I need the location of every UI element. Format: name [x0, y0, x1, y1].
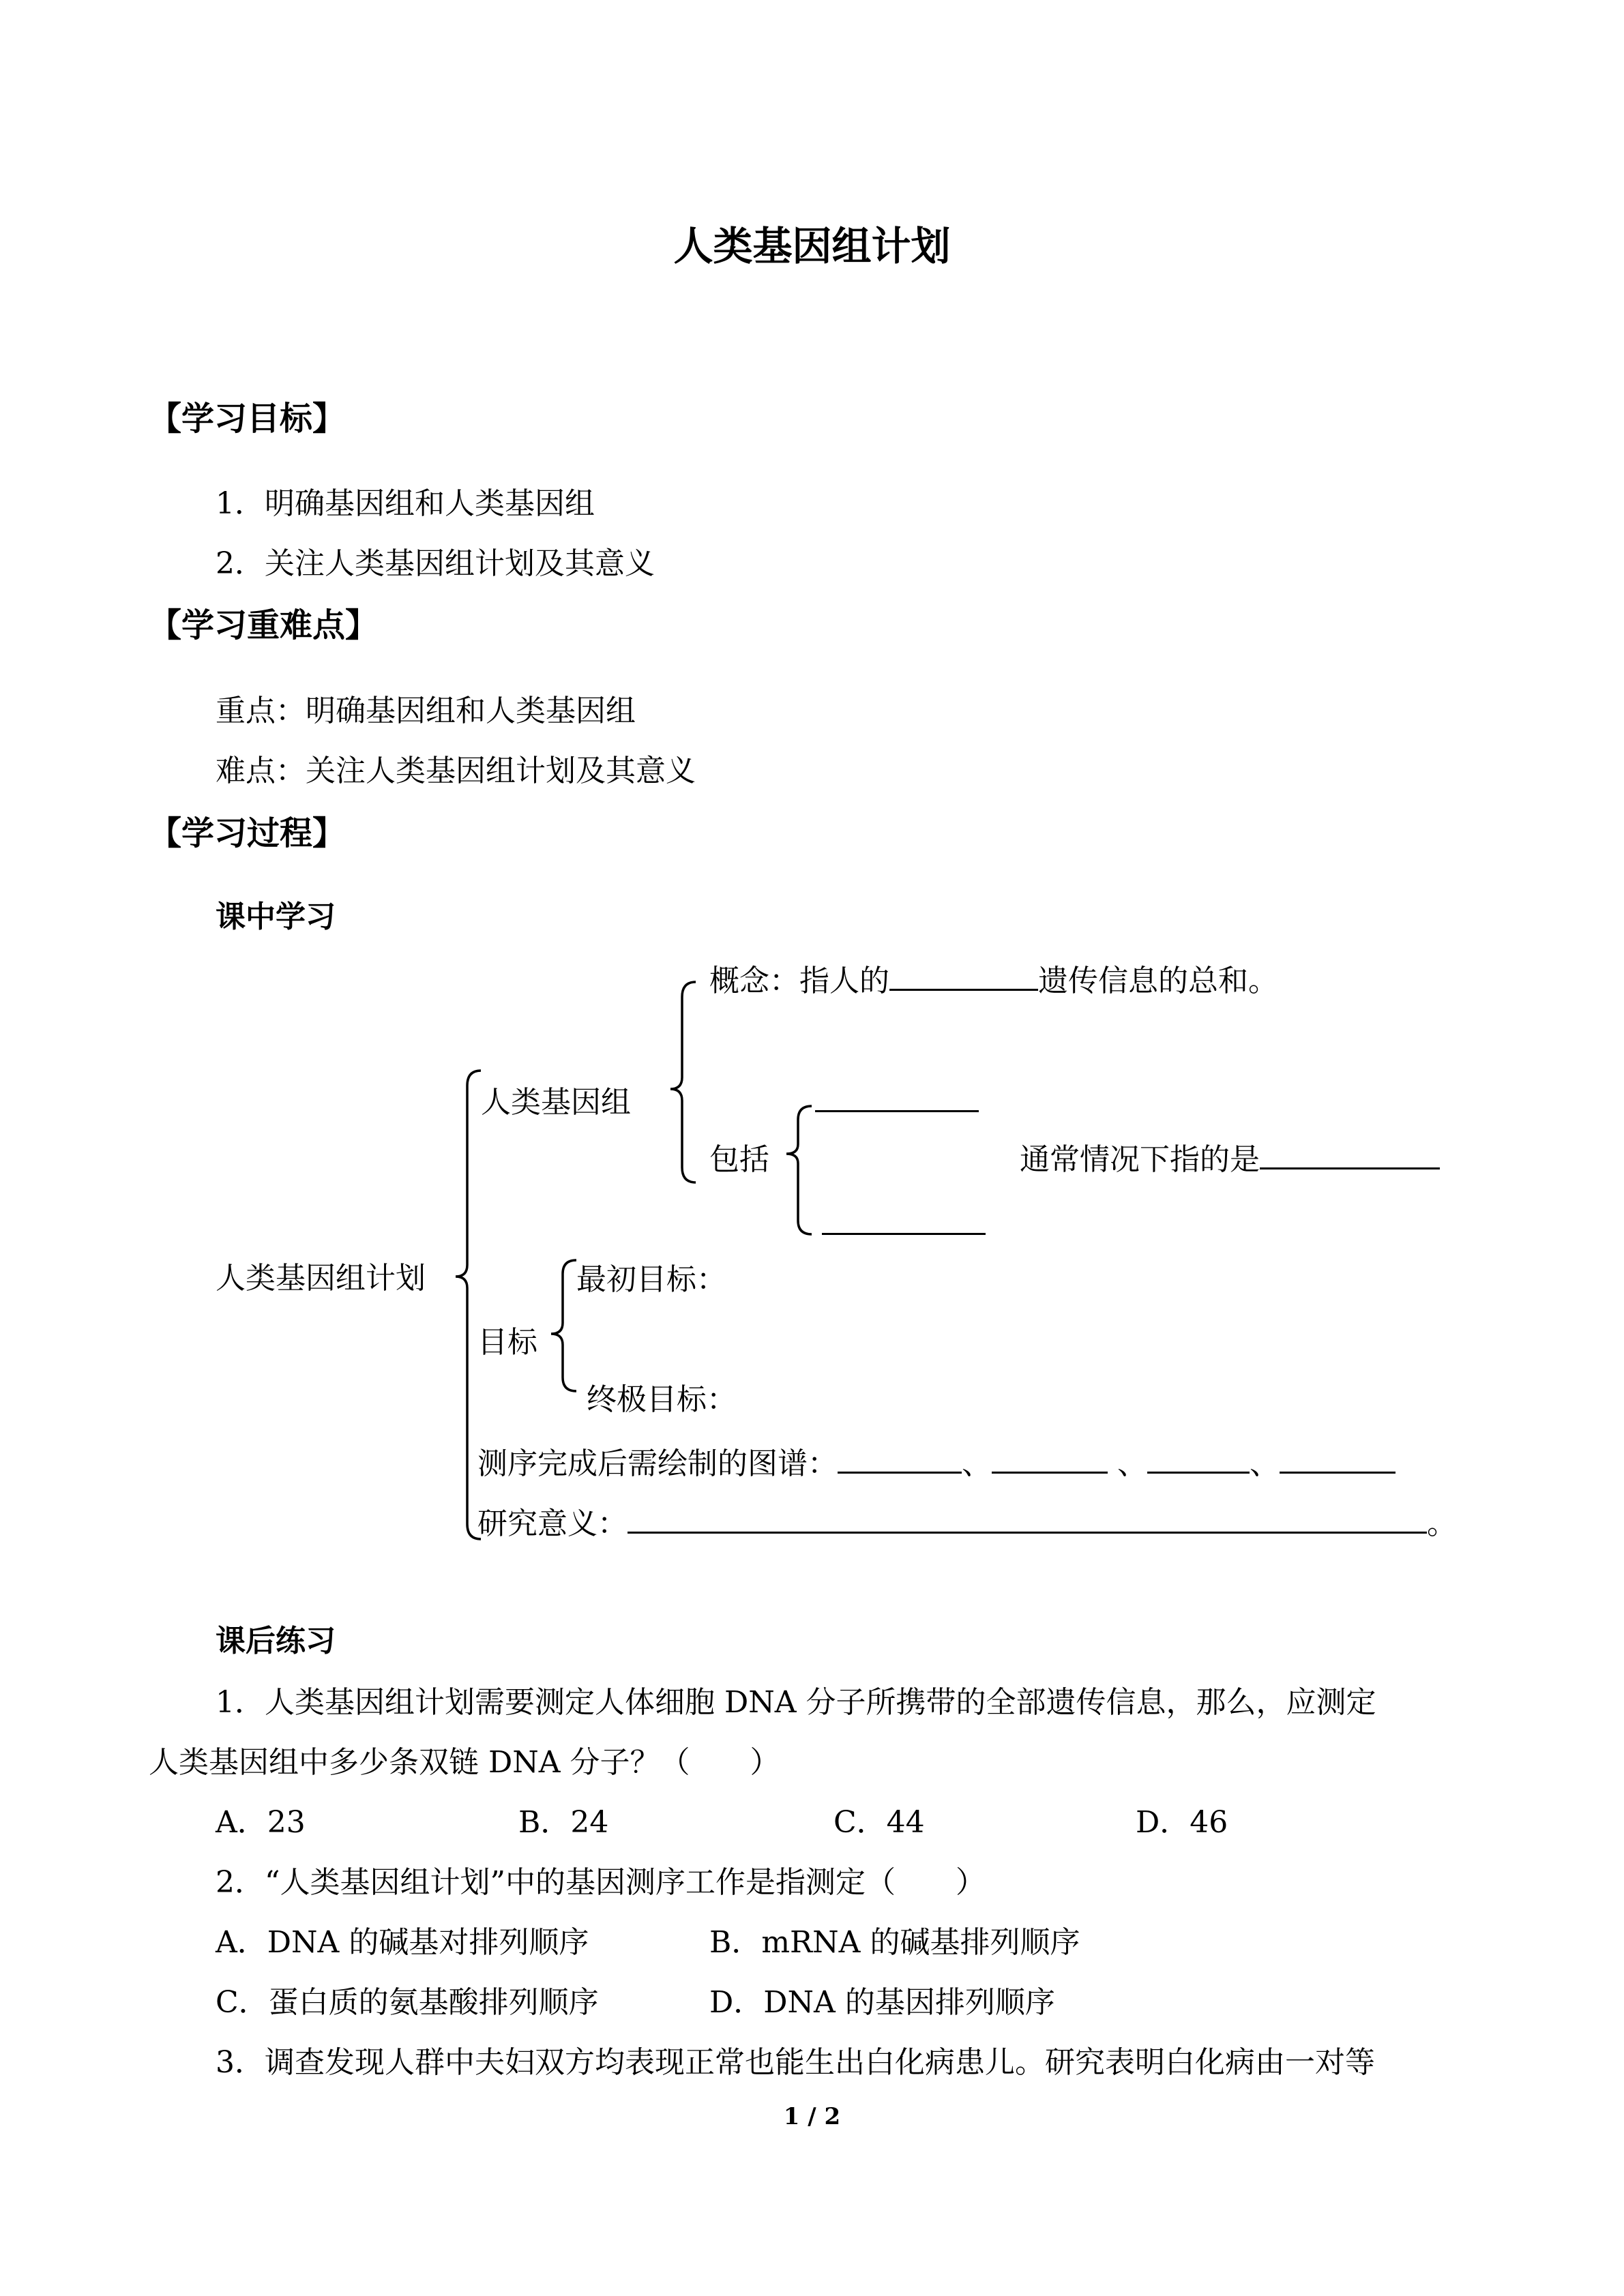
map-blank-2[interactable]: [992, 1442, 1108, 1474]
map-separator: 、: [1108, 1446, 1147, 1481]
significance-blank[interactable]: [628, 1502, 1427, 1534]
include-label: 包括: [709, 1142, 769, 1177]
usually-line: [1020, 1135, 1440, 1178]
q1-option-a[interactable]: A．23: [216, 1805, 306, 1840]
initial-goal-label: 最初目标：: [576, 1262, 726, 1297]
map-blank-3[interactable]: [1147, 1442, 1250, 1474]
q1-option-c[interactable]: C．44: [833, 1805, 925, 1840]
significance-line: [477, 1499, 1457, 1542]
key-points-heading: 【学习重难点】: [149, 606, 379, 644]
usually-blank[interactable]: [1260, 1137, 1440, 1169]
map-blank-4[interactable]: [1280, 1442, 1396, 1474]
maps-line: [477, 1439, 1396, 1482]
maps-label: 测序完成后需绘制的图谱：: [477, 1446, 838, 1481]
significance-label: 研究意义：: [477, 1506, 628, 1541]
q1-option-b[interactable]: B．24: [518, 1805, 609, 1840]
page-number: 1 / 2: [783, 2103, 841, 2130]
diagram-root: 人类基因组计划: [216, 1261, 426, 1296]
goal-brace: [551, 1260, 576, 1391]
include-blank-1[interactable]: [815, 1110, 979, 1112]
concept-suffix: 遗传信息的总和。: [1038, 964, 1278, 998]
q2-option-d[interactable]: D．DNA 的基因排列顺序: [709, 1985, 1055, 2020]
goal-item-1: 1．明确基因组和人类基因组: [216, 486, 595, 521]
process-heading: 【学习过程】: [149, 814, 346, 852]
end-mark: 。: [1427, 1506, 1457, 1541]
question-2: 2．“人类基因组计划”中的基因测序工作是指测定（ ）: [216, 1865, 986, 1900]
focus-text: 重点：明确基因组和人类基因组: [216, 694, 636, 728]
usually-label: 通常情况下指的是: [1020, 1142, 1260, 1177]
genome-brace: [670, 982, 696, 1182]
difficulty-text: 难点：关注人类基因组计划及其意义: [216, 754, 696, 788]
include-brace: [786, 1106, 812, 1234]
exercises-subheading: 课后练习: [216, 1624, 336, 1658]
question-3-line-1: 3．调查发现人群中夫妇双方均表现正常也能生出白化病患儿。研究表明白化病由一对等: [216, 2045, 1375, 2080]
question-1-line-1: 1．人类基因组计划需要测定人体细胞 DNA 分子所携带的全部遗传信息，那么，应测定: [216, 1685, 1376, 1720]
concept-blank[interactable]: [889, 959, 1038, 991]
genome-label: 人类基因组: [481, 1085, 631, 1120]
goals-heading: 【学习目标】: [149, 400, 346, 438]
page-title: 人类基因组计划: [673, 223, 951, 269]
goal-item-2: 2．关注人类基因组计划及其意义: [216, 546, 655, 581]
concept-line: [709, 956, 1278, 1000]
map-separator: 、: [1250, 1446, 1280, 1481]
q1-option-d[interactable]: D．46: [1136, 1805, 1228, 1840]
question-1-line-2: 人类基因组中多少条双链 DNA 分子？（ ）: [149, 1745, 780, 1780]
map-blank-1[interactable]: [838, 1442, 962, 1474]
in-class-subheading: 课中学习: [216, 899, 336, 934]
include-blank-2[interactable]: [822, 1233, 986, 1235]
map-separator: 、: [962, 1446, 992, 1481]
q2-option-c[interactable]: C．蛋白质的氨基酸排列顺序: [216, 1985, 599, 2020]
q2-option-b[interactable]: B．mRNA 的碱基排列顺序: [709, 1925, 1080, 1960]
q2-option-a[interactable]: A．DNA 的碱基对排列顺序: [216, 1925, 589, 1960]
ultimate-goal-label: 终极目标：: [587, 1382, 737, 1417]
concept-prefix: 概念：指人的: [709, 964, 889, 998]
goal-label: 目标: [477, 1325, 537, 1360]
